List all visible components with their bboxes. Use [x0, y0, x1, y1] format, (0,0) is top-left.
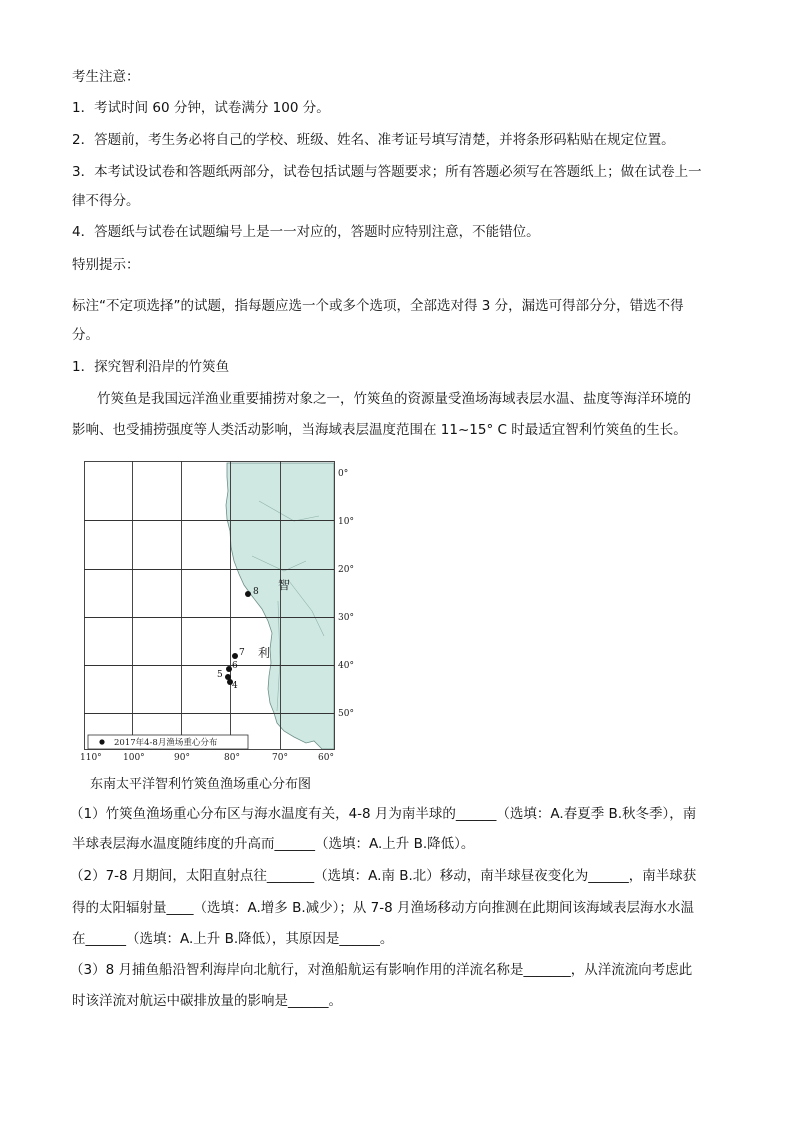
- fishing-point-8: [245, 591, 251, 597]
- lat-label: 30°: [338, 613, 354, 623]
- point-label-5: 5: [217, 670, 223, 680]
- map-svg: [80, 461, 354, 763]
- lon-label: 60°: [318, 753, 334, 763]
- notice-item-3-cont: 律不得分。: [72, 193, 140, 209]
- special-line-2: 分。: [72, 327, 99, 343]
- lon-label: 80°: [224, 753, 240, 763]
- special-line-1: 标注“不定项选择”的试题，指每题应选一个或多个选项，全部选对得 3 分，漏选可得部分分，错选不得: [72, 298, 684, 314]
- sub-question-2-line-3: 在______（选填：A.上升 B.降低），其原因是______。: [72, 931, 394, 947]
- sub-question-2-line-2: 得的太阳辐射量____（选填：A.增多 B.减少）；从 7-8 月渔场移动方向推测在此期间该海域表层海水水温: [72, 900, 695, 916]
- point-label-8: 8: [253, 587, 259, 597]
- notice-item-2: 2．答题前，考生务必将自己的学校、班级、姓名、准考证号填写清楚，并将条形码粘贴在规定位置。: [72, 132, 675, 148]
- lat-label: 50°: [338, 709, 354, 719]
- map-caption: 东南太平洋智利竹筴鱼渔场重心分布图: [90, 777, 312, 792]
- notice-item-4: 4．答题纸与试卷在试题编号上是一一对应的，答题时应特别注意，不能错位。: [72, 224, 540, 240]
- fishing-ground-map: [80, 461, 354, 763]
- south-america-land: [226, 463, 334, 749]
- sub-question-1-line-2: 半球表层海水温度随纬度的升高而______（选填：A.上升 B.降低）。: [72, 836, 475, 852]
- lon-label: 110°: [80, 753, 102, 763]
- notice-title: 考生注意：: [72, 69, 140, 85]
- notice-item-3: 3．本考试设试卷和答题纸两部分，试卷包括试题与答题要求；所有答题必须写在答题纸上；做在试卷上一: [72, 164, 702, 180]
- lat-label: 40°: [338, 661, 354, 671]
- lon-label: 70°: [272, 753, 288, 763]
- lat-label: 10°: [338, 517, 354, 527]
- lat-label: 20°: [338, 565, 354, 575]
- lon-label: 90°: [174, 753, 190, 763]
- lat-label: 0°: [338, 469, 349, 479]
- country-label-zhi: 智: [278, 578, 291, 592]
- point-label-6: 6: [232, 661, 238, 671]
- special-title: 特别提示：: [72, 257, 140, 273]
- sub-question-2-line-1: （2）7-8 月期间，太阳直射点往_______（选填：A.南 B.北）移动，南半球昼夜变化为______，南半球获: [70, 868, 697, 884]
- lon-label: 100°: [123, 753, 145, 763]
- legend-text: 2017年4-8月渔场重心分布: [114, 738, 218, 748]
- legend-marker: [99, 739, 104, 744]
- sub-question-1-line-1: （1）竹筴鱼渔场重心分布区与海水温度有关，4-8 月为南半球的______（选填：A.春夏季 B.秋冬季），南: [70, 806, 697, 822]
- question-intro-1: 竹筴鱼是我国远洋渔业重要捕捞对象之一，竹筴鱼的资源量受渔场海域表层水温、盐度等海洋环境的: [97, 391, 691, 407]
- fishing-point-7: [232, 653, 238, 659]
- question-title: 1．探究智利沿岸的竹筴鱼: [72, 359, 230, 375]
- sub-question-3-line-1: （3）8 月捕鱼船沿智利海岸向北航行，对渔船航运有影响作用的洋流名称是_______，从洋流流向考虑此: [70, 962, 693, 978]
- country-label-li: 利: [258, 646, 271, 660]
- notice-item-1: 1．考试时间 60 分钟，试卷满分 100 分。: [72, 100, 330, 116]
- point-label-7: 7: [239, 648, 245, 658]
- question-intro-2: 影响、也受捕捞强度等人类活动影响，当海域表层温度范围在 11~15° C 时最适宜智利竹筴鱼的生长。: [72, 422, 687, 438]
- point-label-4: 4: [232, 681, 238, 691]
- sub-question-3-line-2: 时该洋流对航运中碳排放量的影响是______。: [72, 993, 342, 1009]
